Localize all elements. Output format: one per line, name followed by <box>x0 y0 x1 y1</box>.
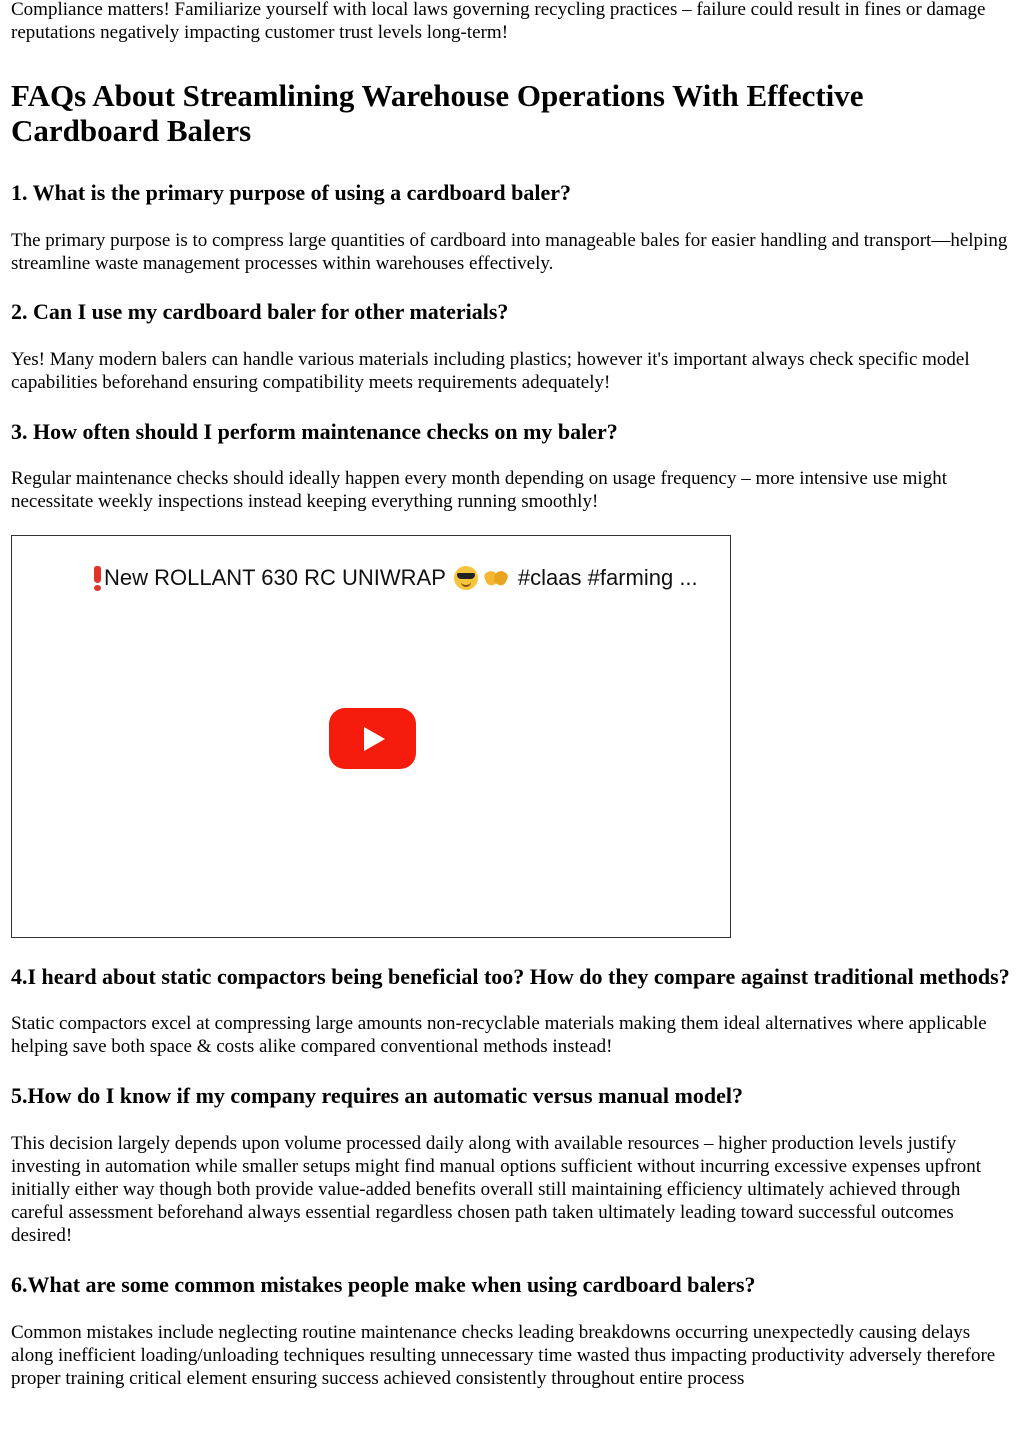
faq-answer-2: Yes! Many modern balers can handle various materials including plastics; however it's important always check specific model capabilities beforehand ensuring compatibility meets requirements adequately! <box>11 349 970 393</box>
faq-answer-3: Regular maintenance checks should ideally happen every month depending on usage frequency – more intensive use might necessitate weekly inspections instead keeping everything running smoothly! <box>11 468 947 512</box>
faq-question-2: 2. Can I use my cardboard baler for other materials? <box>11 299 509 324</box>
play-button[interactable] <box>329 708 416 769</box>
sunglasses-face-icon <box>454 566 478 590</box>
faq-question-5: 5.How do I know if my company requires an automatic versus manual model? <box>11 1083 743 1108</box>
faq-question-4: 4.I heard about static compactors being beneficial too? How do they compare against traditional methods? <box>11 964 1010 989</box>
handshake-icon <box>484 567 508 589</box>
video-title-text: New ROLLANT 630 RC UNIWRAP <box>104 565 446 590</box>
faq-question-6: 6.What are some common mistakes people make when using cardboard balers? <box>11 1272 756 1297</box>
faq-question-3: 3. How often should I perform maintenance checks on my baler? <box>11 419 618 444</box>
video-title-hashtags: #claas #farming ... <box>517 565 698 590</box>
video-title[interactable] <box>92 564 698 592</box>
faq-question-1: 1. What is the primary purpose of using a cardboard baler? <box>11 180 572 205</box>
faq-main-heading: FAQs About Streamlining Warehouse Operations With Effective Cardboard Balers <box>11 78 864 148</box>
faq-answer-4: Static compactors excel at compressing large amounts non-recyclable materials making them ideal alternatives where applicable helping save both space & costs alike compared conventional methods instead! <box>11 1013 987 1057</box>
faq-answer-5: This decision largely depends upon volume processed daily along with available resources – higher production levels justify investing in automation while smaller setups might find manual options sufficient without incurring excessive expenses upfront initially either way though both provide value-added benefits overall still maintaining efficiency ultimately achieved through careful assessment beforehand always essential regardless chosen path taken ultimately leading toward successful outcomes desired! <box>11 1133 982 1246</box>
faq-answer-6: Common mistakes include neglecting routine maintenance checks leading breakdowns occurring unexpectedly causing delays along inefficient loading/unloading techniques resulting unnecessary time wasted thus impacting productivity adversely therefore proper training critical element ensuring success achieved consistently throughout entire process <box>11 1322 996 1389</box>
exclamation-icon <box>92 565 102 591</box>
intro-paragraph: Compliance matters! Familiarize yourself with local laws governing recycling practices – failure could result in fines or damage reputations negatively impacting customer trust levels long-term! <box>11 0 986 43</box>
faq-answer-1: The primary purpose is to compress large quantities of cardboard into manageable bales for easier handling and transport—helping streamline waste management processes within warehouses effectively. <box>11 230 1008 274</box>
article <box>11 0 1013 1390</box>
play-icon <box>364 727 385 751</box>
video-embed[interactable] <box>11 535 731 938</box>
